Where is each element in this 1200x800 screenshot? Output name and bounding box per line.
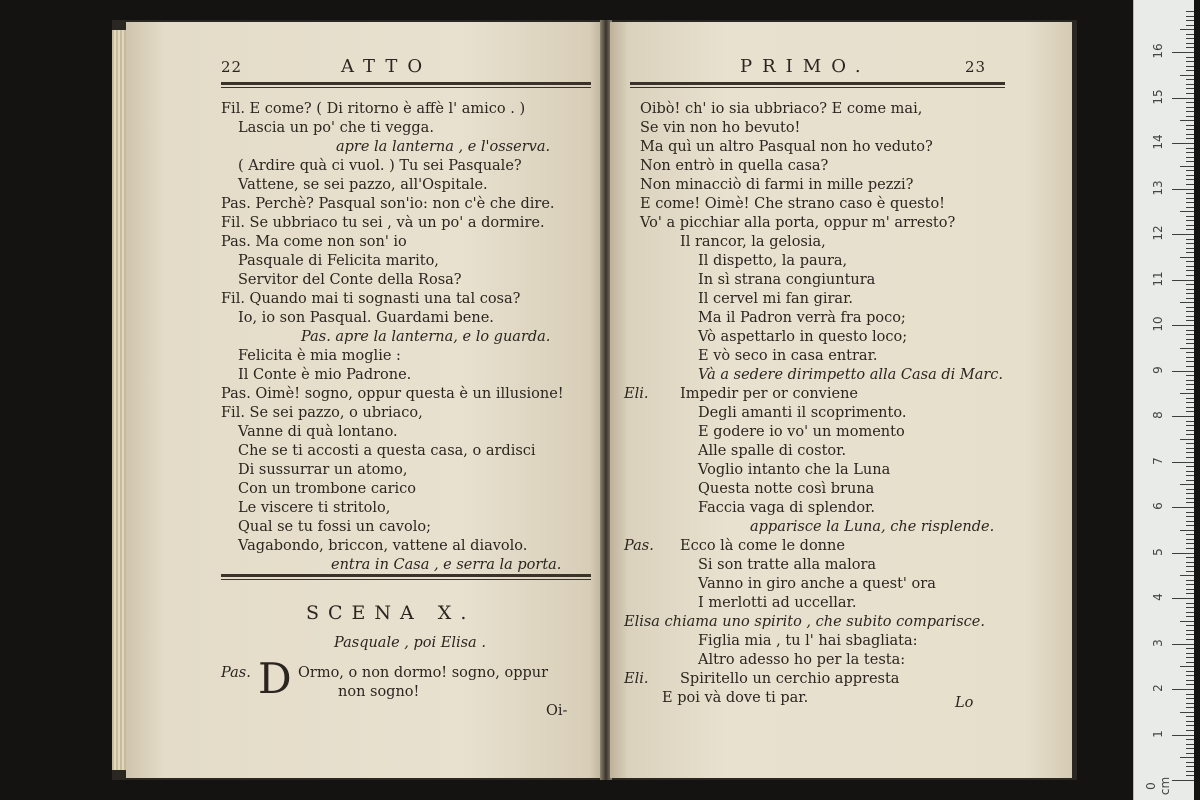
ruler-tick: [1172, 280, 1194, 281]
right-text-line: Eli.: [624, 386, 649, 402]
ruler-tick: [1172, 416, 1194, 417]
ruler-tick: [1180, 120, 1194, 121]
ruler-tick: [1186, 480, 1194, 481]
scene-line-1: Ormo, o non dormo! sogno, oppur: [298, 665, 549, 681]
ruler-tick: [1186, 88, 1194, 89]
ruler-tick: [1186, 566, 1194, 567]
ruler-tick: [1186, 330, 1194, 331]
right-text-line: Eli.: [624, 671, 649, 687]
left-text-line: Di sussurrar un atomo,: [238, 462, 408, 478]
left-text-line: Qual se tu fossi un cavolo;: [238, 519, 431, 535]
ruler-number: 14: [1151, 134, 1165, 150]
ruler-tick: [1186, 34, 1194, 35]
ruler-tick: [1186, 475, 1194, 476]
scene-title: SCENA X.: [306, 602, 476, 624]
ruler-tick: [1186, 421, 1194, 422]
ruler-tick: [1186, 489, 1194, 490]
ruler-tick: [1186, 534, 1194, 535]
ruler-tick: [1186, 580, 1194, 581]
ruler-tick: [1186, 730, 1194, 731]
ruler-tick: [1186, 434, 1194, 435]
ruler-tick: [1172, 462, 1194, 463]
ruler-tick: [1186, 179, 1194, 180]
ruler-tick: [1186, 25, 1194, 26]
ruler-tick: [1186, 457, 1194, 458]
ruler-tick: [1186, 539, 1194, 540]
ruler-tick: [1172, 143, 1194, 144]
ruler-tick: [1186, 261, 1194, 262]
right-text-line: Questa notte così bruna: [698, 481, 875, 497]
ruler-tick: [1186, 70, 1194, 71]
ruler-tick: [1186, 148, 1194, 149]
ruler-number: 13: [1151, 179, 1165, 196]
ruler-tick: [1186, 175, 1194, 176]
left-text-line: ( Ardire quà ci vuol. ) Tu sei Pasquale?: [238, 158, 522, 174]
ruler-tick: [1186, 361, 1194, 362]
ruler-tick: [1186, 407, 1194, 408]
ruler-tick: [1186, 516, 1194, 517]
left-text-line: Vanne di quà lontano.: [238, 424, 398, 440]
ruler-tick: [1186, 402, 1194, 403]
ruler-tick: [1186, 448, 1194, 449]
ruler-number: 8: [1151, 411, 1165, 419]
left-text-line: Fil. E come? ( Di ritorno è affè l' amico . ): [221, 101, 526, 117]
ruler-tick: [1172, 234, 1194, 235]
measuring-ruler: [1133, 0, 1194, 800]
ruler-number: 0 cm: [1144, 776, 1172, 796]
ruler-tick: [1186, 612, 1194, 613]
ruler-tick: [1186, 707, 1194, 708]
right-text-line: Impedir per or conviene: [680, 386, 858, 402]
left-text-line: Pasquale di Felicita marito,: [238, 253, 439, 269]
scene-line-2: non sogno!: [338, 684, 420, 700]
right-text-line: Vò aspettarlo in questo loco;: [698, 329, 908, 345]
ruler-tick: [1186, 725, 1194, 726]
ruler-tick: [1186, 771, 1194, 772]
ruler-tick: [1186, 653, 1194, 654]
ruler-tick: [1186, 366, 1194, 367]
ruler-tick: [1186, 38, 1194, 39]
ruler-tick: [1186, 229, 1194, 230]
right-text-line: Altro adesso ho per la testa:: [698, 652, 906, 668]
ruler-tick: [1186, 202, 1194, 203]
left-text-line: Il Conte è mio Padrone.: [238, 367, 412, 383]
ruler-tick: [1186, 425, 1194, 426]
left-text-line: apre la lanterna , e l'osserva.: [336, 139, 551, 155]
right-text-line: Ma quì un altro Pasqual non ho veduto?: [640, 139, 933, 155]
ruler-number: 4: [1151, 593, 1165, 601]
ruler-tick: [1186, 471, 1194, 472]
ruler-tick: [1186, 662, 1194, 663]
ruler-tick: [1186, 584, 1194, 585]
drop-cap: D: [258, 654, 292, 703]
ruler-tick: [1186, 239, 1194, 240]
ruler-tick: [1186, 521, 1194, 522]
ruler-tick: [1186, 107, 1194, 108]
right-text-line: apparisce la Luna, che risplende.: [750, 519, 995, 535]
ruler-tick: [1172, 507, 1194, 508]
left-page-number: 22: [221, 58, 243, 76]
ruler-tick: [1186, 266, 1194, 267]
ruler-tick: [1180, 712, 1194, 713]
right-text-line: Vanno in giro anche a quest' ora: [698, 576, 936, 592]
ruler-tick: [1186, 593, 1194, 594]
right-text-line: Pas.: [624, 538, 654, 554]
ruler-tick: [1186, 616, 1194, 617]
left-text-line: Con un trombone carico: [238, 481, 417, 497]
right-page-number: 23: [965, 58, 987, 76]
ruler-tick: [1180, 621, 1194, 622]
ruler-tick: [1186, 79, 1194, 80]
ruler-tick: [1180, 484, 1194, 485]
ruler-tick: [1172, 52, 1194, 53]
ruler-tick: [1186, 607, 1194, 608]
ruler-tick: [1186, 375, 1194, 376]
left-text-line: Pas. apre la lanterna, e lo guarda.: [301, 329, 551, 345]
ruler-number: 16: [1151, 43, 1165, 59]
right-text-line: I merlotti ad uccellar.: [698, 595, 857, 611]
right-text-line: Il rancor, la gelosia,: [680, 234, 826, 250]
ruler-tick: [1186, 129, 1194, 130]
ruler-tick: [1186, 138, 1194, 139]
left-text-line: Felicita è mia moglie :: [238, 348, 401, 364]
right-text-line: Faccia vaga di splendor.: [698, 500, 875, 516]
ruler-number: 3: [1151, 638, 1165, 647]
ruler-tick: [1186, 680, 1194, 681]
ruler-tick: [1186, 398, 1194, 399]
ruler-tick: [1186, 84, 1194, 85]
ruler-tick: [1186, 252, 1194, 253]
ruler-tick: [1186, 698, 1194, 699]
ruler-tick: [1186, 675, 1194, 676]
left-text-line: Fil. Quando mai ti sognasti una tal cosa?: [221, 291, 521, 307]
ruler-tick: [1186, 170, 1194, 171]
ruler-tick: [1186, 125, 1194, 126]
ruler-tick: [1186, 671, 1194, 672]
right-catchword: Lo: [955, 695, 974, 711]
ruler-tick: [1186, 443, 1194, 444]
ruler-tick: [1186, 703, 1194, 704]
ruler-tick: [1180, 302, 1194, 303]
ruler-tick: [1172, 98, 1194, 99]
ruler-tick: [1186, 694, 1194, 695]
ruler-tick: [1186, 207, 1194, 208]
ruler-tick: [1186, 339, 1194, 340]
ruler-tick: [1180, 757, 1194, 758]
right-text-line: Oibò! ch' io sia ubbriaco? E come mai,: [640, 101, 923, 117]
right-text-line: E come! Oimè! Che strano caso è questo!: [640, 196, 946, 212]
ruler-tick: [1186, 102, 1194, 103]
ruler-tick: [1186, 320, 1194, 321]
ruler-tick: [1172, 598, 1194, 599]
ruler-tick: [1186, 411, 1194, 412]
ruler-tick: [1180, 166, 1194, 167]
right-text-line: E poi và dove ti par.: [662, 690, 809, 706]
ruler-tick: [1186, 220, 1194, 221]
ruler-tick: [1186, 157, 1194, 158]
open-book: [112, 20, 1077, 780]
ruler-number: 11: [1151, 270, 1165, 287]
left-catchword: Oi-: [546, 703, 568, 719]
ruler-tick: [1186, 289, 1194, 290]
ruler-tick: [1186, 11, 1194, 12]
ruler-number: 7: [1151, 456, 1165, 465]
ruler-tick: [1186, 298, 1194, 299]
ruler-tick: [1186, 589, 1194, 590]
ruler-tick: [1180, 257, 1194, 258]
ruler-tick: [1186, 116, 1194, 117]
ruler-tick: [1186, 134, 1194, 135]
ruler-tick: [1172, 371, 1194, 372]
ruler-number: 15: [1151, 88, 1165, 105]
ruler-number: 6: [1151, 502, 1165, 510]
left-text-line: entra in Casa , e serra la porta.: [331, 557, 562, 573]
left-text-line: Vattene, se sei pazzo, all'Ospitale.: [238, 177, 488, 193]
left-text-line: Fil. Se sei pazzo, o ubriaco,: [221, 405, 423, 421]
ruler-tick: [1186, 762, 1194, 763]
ruler-tick: [1186, 571, 1194, 572]
ruler-tick: [1186, 562, 1194, 563]
ruler-tick: [1186, 657, 1194, 658]
left-text-line: Servitor del Conte della Rosa?: [238, 272, 462, 288]
ruler-tick: [1186, 216, 1194, 217]
ruler-tick: [1186, 721, 1194, 722]
right-text-line: E vò seco in casa entrar.: [698, 348, 878, 364]
ruler-tick: [1180, 530, 1194, 531]
ruler-tick: [1186, 739, 1194, 740]
left-scene-rule: [221, 574, 591, 580]
ruler-tick: [1186, 270, 1194, 271]
ruler-tick: [1186, 753, 1194, 754]
ruler-tick: [1172, 780, 1194, 781]
ruler-tick: [1186, 343, 1194, 344]
ruler-tick: [1172, 644, 1194, 645]
left-text-line: Fil. Se ubbriaco tu sei , và un po' a dormire.: [221, 215, 545, 231]
ruler-tick: [1180, 575, 1194, 576]
left-text-line: Le viscere ti stritolo,: [238, 500, 391, 516]
ruler-tick: [1172, 735, 1194, 736]
right-header-rule: [630, 82, 1005, 88]
ruler-tick: [1186, 61, 1194, 62]
ruler-tick: [1186, 502, 1194, 503]
ruler-tick: [1172, 553, 1194, 554]
right-text-line: Ecco là come le donne: [680, 538, 845, 554]
ruler-tick: [1186, 766, 1194, 767]
ruler-tick: [1186, 548, 1194, 549]
ruler-tick: [1186, 452, 1194, 453]
ruler-tick: [1186, 543, 1194, 544]
right-text-line: Alle spalle di costor.: [698, 443, 847, 459]
ruler-tick: [1180, 29, 1194, 30]
scene-speaker: Pas.: [221, 665, 251, 681]
right-text-line: Spiritello un cerchio appresta: [680, 671, 900, 687]
right-page: [610, 22, 1072, 778]
ruler-tick: [1180, 348, 1194, 349]
ruler-tick: [1186, 275, 1194, 276]
ruler-tick: [1186, 512, 1194, 513]
ruler-tick: [1180, 666, 1194, 667]
ruler-tick: [1180, 211, 1194, 212]
ruler-tick: [1186, 384, 1194, 385]
left-text-line: Pas. Ma come non son' io: [221, 234, 407, 250]
ruler-tick: [1186, 284, 1194, 285]
right-text-line: Và a sedere dirimpetto alla Casa di Marc.: [698, 367, 1004, 383]
left-text-line: Che se ti accosti a questa casa, o ardisci: [238, 443, 536, 459]
left-text-line: Lascia un po' che ti vegga.: [238, 120, 434, 136]
ruler-tick: [1186, 334, 1194, 335]
right-text-line: Figlia mia , tu l' hai sbagliata:: [698, 633, 918, 649]
ruler-number: 2: [1151, 684, 1165, 692]
left-text-line: Pas. Perchè? Pasqual son'io: non c'è che dire.: [221, 196, 555, 212]
ruler-tick: [1186, 744, 1194, 745]
ruler-tick: [1186, 603, 1194, 604]
left-header-rule: [221, 82, 591, 88]
ruler-tick: [1186, 748, 1194, 749]
right-text-line: Il dispetto, la paura,: [698, 253, 848, 269]
ruler-tick: [1186, 716, 1194, 717]
right-text-line: Degli amanti il scoprimento.: [698, 405, 907, 421]
ruler-tick: [1186, 225, 1194, 226]
right-text-line: Si son tratte alla malora: [698, 557, 877, 573]
ruler-tick: [1186, 20, 1194, 21]
ruler-tick: [1186, 243, 1194, 244]
ruler-number: 5: [1151, 547, 1165, 556]
ruler-tick: [1186, 93, 1194, 94]
ruler-tick: [1186, 430, 1194, 431]
left-text-line: Io, io son Pasqual. Guardami bene.: [238, 310, 494, 326]
right-text-line: Se vin non ho bevuto!: [640, 120, 801, 136]
ruler-tick: [1186, 389, 1194, 390]
right-text-line: Il cervel mi fan girar.: [698, 291, 854, 307]
ruler-tick: [1186, 493, 1194, 494]
right-text-line: In sì strana congiuntura: [698, 272, 876, 288]
ruler-tick: [1180, 439, 1194, 440]
right-text-line: Non entrò in quella casa?: [640, 158, 829, 174]
ruler-tick: [1172, 689, 1194, 690]
ruler-tick: [1186, 648, 1194, 649]
ruler-tick: [1186, 16, 1194, 17]
ruler-tick: [1186, 357, 1194, 358]
ruler-tick: [1186, 43, 1194, 44]
ruler-tick: [1186, 630, 1194, 631]
ruler-tick: [1186, 47, 1194, 48]
ruler-tick: [1180, 75, 1194, 76]
ruler-tick: [1186, 248, 1194, 249]
ruler-number: 9: [1151, 365, 1165, 374]
ruler-tick: [1186, 557, 1194, 558]
ruler-tick: [1186, 634, 1194, 635]
left-page: [126, 22, 604, 778]
ruler-tick: [1186, 352, 1194, 353]
ruler-tick: [1186, 311, 1194, 312]
ruler-tick: [1186, 293, 1194, 294]
ruler-number: 1: [1151, 729, 1165, 738]
left-text-line: Pas. Oimè! sogno, oppur questa è un illusione!: [221, 386, 564, 402]
ruler-tick: [1186, 111, 1194, 112]
ruler-tick: [1186, 316, 1194, 317]
ruler-tick: [1186, 161, 1194, 162]
right-text-line: Elisa chiama uno spirito , che subito comparisce.: [624, 614, 985, 630]
ruler-tick: [1186, 466, 1194, 467]
ruler-tick: [1186, 66, 1194, 67]
ruler-tick: [1186, 184, 1194, 185]
right-text-line: Voglio intanto che la Luna: [698, 462, 891, 478]
ruler-tick: [1186, 684, 1194, 685]
ruler-tick: [1186, 380, 1194, 381]
ruler-number: 12: [1151, 225, 1165, 241]
left-running-head: ATTO: [341, 56, 433, 77]
right-text-line: Non minacciò di farmi in mille pezzi?: [640, 177, 914, 193]
ruler-tick: [1186, 498, 1194, 499]
ruler-tick: [1172, 325, 1194, 326]
right-text-line: E godere io vo' un momento: [698, 424, 905, 440]
ruler-number: 10: [1151, 316, 1165, 332]
ruler-tick: [1186, 525, 1194, 526]
ruler-tick: [1186, 198, 1194, 199]
ruler-tick: [1186, 152, 1194, 153]
right-text-line: Vo' a picchiar alla porta, oppur m' arresto?: [640, 215, 956, 231]
ruler-tick: [1186, 307, 1194, 308]
ruler-tick: [1186, 193, 1194, 194]
left-text-line: Vagabondo, briccon, vattene al diavolo.: [238, 538, 528, 554]
ruler-tick: [1186, 57, 1194, 58]
ruler-tick: [1172, 189, 1194, 190]
ruler-tick: [1186, 775, 1194, 776]
scene-characters: Pasquale , poi Elisa .: [334, 635, 486, 651]
right-running-head: PRIMO.: [740, 56, 871, 77]
ruler-tick: [1180, 393, 1194, 394]
ruler-tick: [1186, 625, 1194, 626]
right-text-line: Ma il Padron verrà fra poco;: [698, 310, 906, 326]
ruler-tick: [1186, 639, 1194, 640]
